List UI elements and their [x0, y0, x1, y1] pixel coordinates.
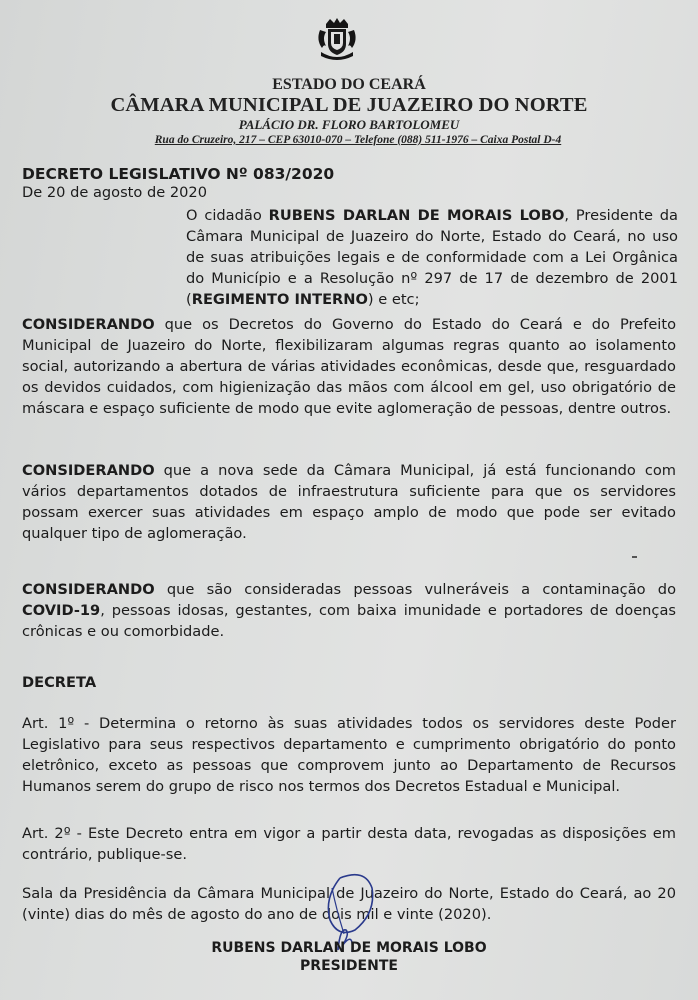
considerando-lead: CONSIDERANDO — [22, 316, 155, 333]
considerando-paragraph — [22, 460, 676, 544]
intro-text: ) e etc; — [367, 291, 420, 308]
president-name: RUBENS DARLAN DE MORAIS LOBO — [268, 207, 565, 224]
scan-speck — [632, 556, 637, 558]
municipal-coat-of-arms-icon — [312, 14, 362, 64]
article-2: Art. 2º - Este Decreto entra em vigor a partir desta data, revogadas as disposições em contrário, publique-se. — [22, 825, 676, 863]
paragraph-text: que são consideradas pessoas vulneráveis a contaminação do — [154, 581, 676, 598]
considerando-lead: CONSIDERANDO — [22, 462, 155, 479]
covid-label: COVID-19 — [22, 602, 101, 619]
regimento-label: REGIMENTO INTERNO — [191, 291, 368, 308]
considerando-lead: CONSIDERANDO — [22, 581, 155, 598]
decree-date: De 20 de agosto de 2020 — [22, 184, 207, 201]
closing-paragraph: Sala da Presidência da Câmara Municipal de Juazeiro do Norte, Estado do Ceará, ao 20 (vinte) dias do mês de agosto do ano de dois mil e vinte (2020). — [22, 885, 676, 923]
intro-text: O cidadão — [186, 207, 269, 224]
decree-title: DECRETO LEGISLATIVO Nº 083/2020 — [22, 165, 335, 183]
state-heading: ESTADO DO CEARÁ — [272, 76, 426, 93]
intro-text: , Presidente da Câmara Municipal de Juazeiro do Norte, Estado do Ceará, no uso de suas atribuições legais e de conformidade com a Lei Orgânica do Município e a Resolução nº 297 de 17 de dezembro de 2001 ( — [186, 207, 678, 308]
considerando-paragraph — [22, 579, 676, 642]
considerando-paragraph — [22, 314, 676, 419]
signatory-name: RUBENS DARLAN DE MORAIS LOBO — [211, 940, 487, 956]
signatory-role: PRESIDENTE — [300, 958, 398, 974]
intro-paragraph — [186, 205, 678, 310]
chamber-heading: CÂMARA MUNICIPAL DE JUAZEIRO DO NORTE — [110, 94, 588, 116]
paragraph-text: , pessoas idosas, gestantes, com baixa imunidade e portadores de doenças crônicas e ou comorbidade. — [22, 602, 676, 640]
paragraph-text: que a nova sede da Câmara Municipal, já está funcionando com vários departamentos dotados de infraestrutura suficiente para que os servidores possam exercer suas atividades em espaço amplo de modo que pode ser evitado qualquer tipo de aglomeração. — [22, 462, 676, 542]
paragraph-text: que os Decretos do Governo do Estado do Ceará e do Prefeito Municipal de Juazeiro do Norte, flexibilizaram algumas regras quanto ao isolamento social, autorizando a abertura de várias atividades econômicas, desde que, resguardado os devidos cuidados, com higienização das mãos com álcool em gel, uso obrigatório de máscara e espaço suficiente de modo que evite aglomeração de pessoas, dentre outros. — [22, 316, 676, 417]
decreta-heading: DECRETA — [22, 674, 97, 691]
palace-subheading: PALÁCIO DR. FLORO BARTOLOMEU — [238, 117, 460, 132]
address-line: Rua do Cruzeiro, 217 – CEP 63010-070 – Telefone (088) 511-1976 – Caixa Postal D-4 — [154, 134, 562, 146]
article-1: Art. 1º - Determina o retorno às suas atividades todos os servidores deste Poder Legislativo para seus respectivos departamento e cumprimento obrigatório do ponto eletrônico, exceto as pessoas que comprovem junto ao Departamento de Recursos Humanos serem do grupo de risco nos termos dos Decretos Estadual e Municipal. — [22, 715, 676, 795]
